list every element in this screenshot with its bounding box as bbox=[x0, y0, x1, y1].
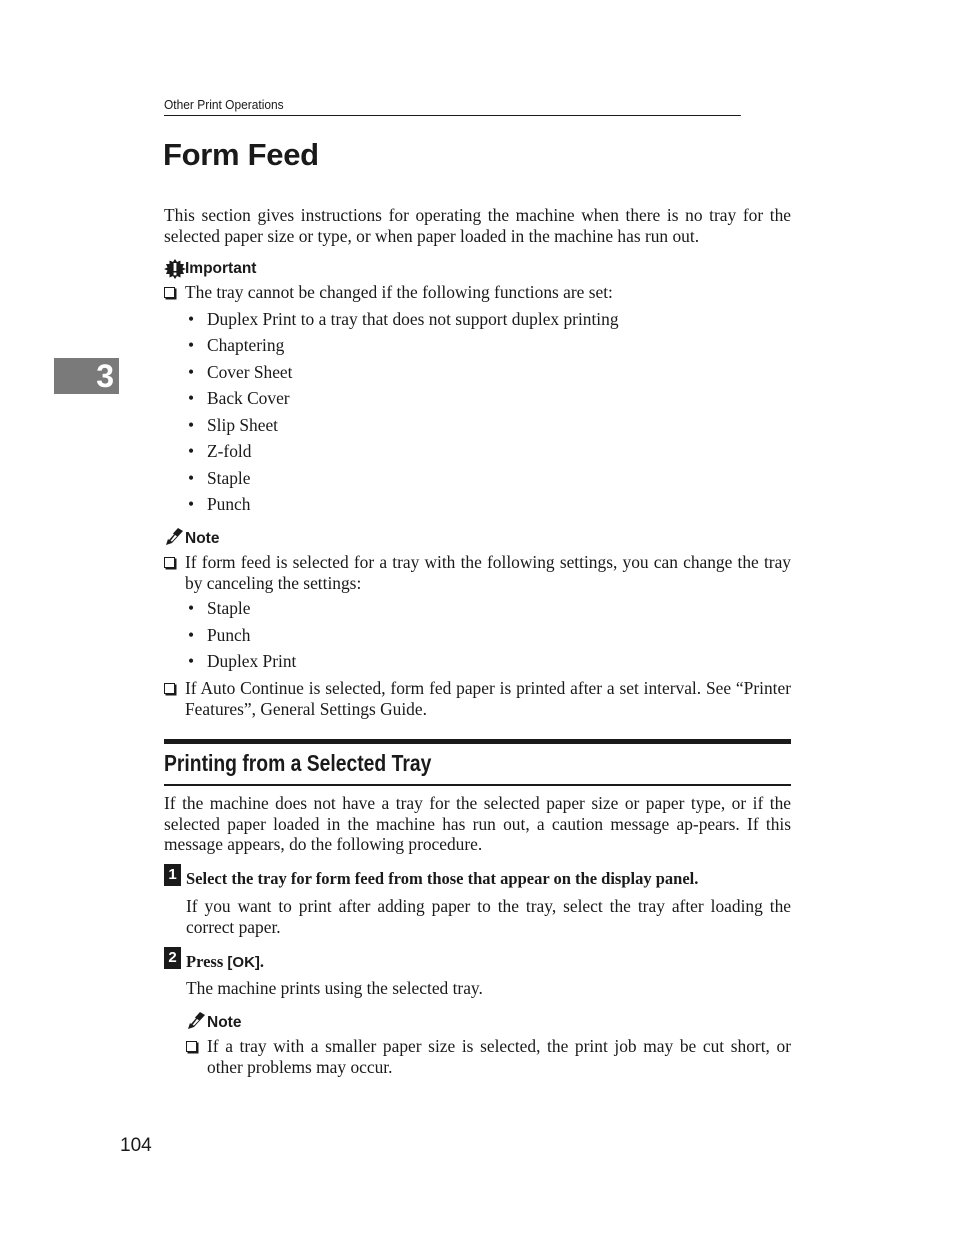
bullet-icon: • bbox=[188, 309, 195, 329]
step-1-detail: If you want to print after adding paper to the tray, select the tray after loading the correct paper. bbox=[186, 896, 791, 937]
important-label: Important bbox=[185, 260, 257, 277]
note-item-text: If form feed is selected for a tray with the following settings, you can change the tray by canceling the settings: bbox=[185, 552, 791, 593]
bullet-icon: • bbox=[188, 625, 195, 645]
step-1-badge: 1 bbox=[164, 864, 181, 886]
important-item-text: The tray cannot be changed if the following functions are set: bbox=[185, 282, 613, 302]
checkbox-icon bbox=[164, 287, 175, 298]
important-item bbox=[164, 282, 791, 303]
ok-key-label: [OK] bbox=[227, 954, 260, 971]
bullet-icon: • bbox=[188, 441, 195, 461]
running-head: Other Print Operations bbox=[164, 97, 741, 116]
section-intro: If the machine does not have a tray for the selected paper size or paper type, or if the selected paper loaded in the machine has run out, a caution message ap-pears. If this message appears, do the following procedure. bbox=[164, 793, 791, 854]
note-item-text: If Auto Continue is selected, form fed paper is printed after a set interval. See “Printer Features”, General Settings Guide. bbox=[185, 678, 791, 719]
section-rule-bottom bbox=[164, 784, 791, 786]
sub-note-label: Note bbox=[207, 1014, 242, 1031]
bullet-icon: • bbox=[188, 468, 195, 488]
step-2-instruction: Press [OK]. bbox=[186, 952, 265, 971]
pencil-icon bbox=[186, 1012, 206, 1030]
sub-note-item bbox=[186, 1036, 791, 1077]
section-rule-top bbox=[164, 739, 791, 744]
section-title: Printing from a Selected Tray bbox=[164, 750, 432, 776]
page-number: 104 bbox=[120, 1135, 152, 1156]
sub-note-item-text: If a tray with a smaller paper size is selected, the print job may be cut short, or other problems may occur. bbox=[207, 1036, 791, 1077]
note-label: Note bbox=[185, 530, 220, 547]
checkbox-icon bbox=[186, 1041, 197, 1052]
bullet-icon: • bbox=[188, 388, 195, 408]
step-1-instruction: Select the tray for form feed from those that appear on the display panel. bbox=[186, 869, 699, 888]
checkbox-icon bbox=[164, 683, 175, 694]
bullet-icon: • bbox=[188, 598, 195, 618]
step-2-badge: 2 bbox=[164, 947, 181, 969]
step-2-detail: The machine prints using the selected tray. bbox=[186, 978, 483, 998]
important-icon bbox=[164, 259, 186, 279]
bullet-icon: • bbox=[188, 494, 195, 514]
note-item bbox=[164, 552, 791, 593]
bullet-icon: • bbox=[188, 651, 195, 671]
bullet-icon: • bbox=[188, 415, 195, 435]
chapter-number: 3 bbox=[96, 358, 114, 394]
bullet-icon: • bbox=[188, 362, 195, 382]
intro-paragraph: This section gives instructions for operating the machine when there is no tray for the selected paper size or type, or when paper loaded in the machine has run out. bbox=[164, 205, 791, 246]
checkbox-icon bbox=[164, 557, 175, 568]
chapter-tab bbox=[54, 358, 119, 394]
page-title: Form Feed bbox=[163, 137, 319, 172]
bullet-icon: • bbox=[188, 335, 195, 355]
pencil-icon bbox=[164, 528, 184, 546]
note-item bbox=[164, 678, 791, 719]
